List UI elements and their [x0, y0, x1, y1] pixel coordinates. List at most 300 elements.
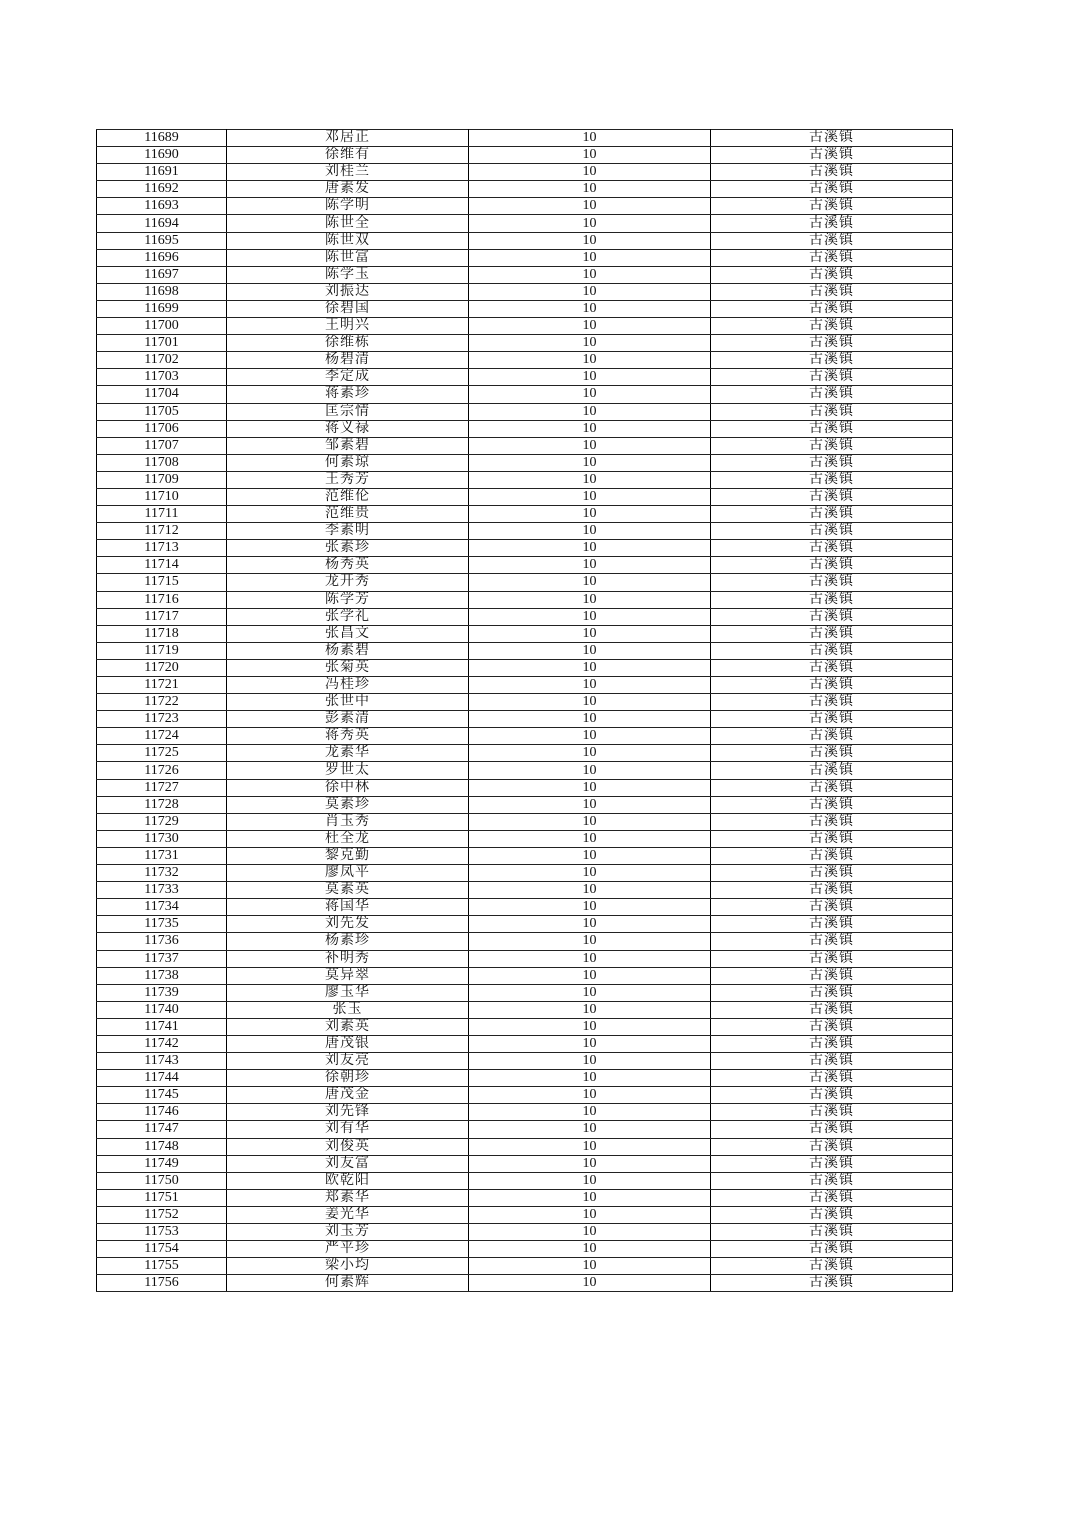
amount-cell: 10	[469, 164, 711, 181]
amount-cell: 10	[469, 557, 711, 574]
person-name-cell: 蒋义禄	[227, 420, 469, 437]
person-name-cell: 李定成	[227, 369, 469, 386]
person-name-cell: 罗世太	[227, 762, 469, 779]
amount-cell: 10	[469, 574, 711, 591]
table-row	[97, 181, 953, 198]
town-cell: 古溪镇	[711, 830, 953, 847]
row-id-cell: 11729	[97, 813, 227, 830]
amount-cell: 10	[469, 1053, 711, 1070]
row-id-cell: 11712	[97, 523, 227, 540]
amount-cell: 10	[469, 933, 711, 950]
table-row	[97, 711, 953, 728]
table-row	[97, 249, 953, 266]
town-cell: 古溪镇	[711, 1206, 953, 1223]
town-cell: 古溪镇	[711, 847, 953, 864]
town-cell: 古溪镇	[711, 1018, 953, 1035]
town-cell: 古溪镇	[711, 232, 953, 249]
town-cell: 古溪镇	[711, 1053, 953, 1070]
row-id-cell: 11747	[97, 1121, 227, 1138]
person-name-cell: 何素辉	[227, 1275, 469, 1292]
amount-cell: 10	[469, 967, 711, 984]
person-name-cell: 梁小均	[227, 1258, 469, 1275]
amount-cell: 10	[469, 677, 711, 694]
person-name-cell: 刘素英	[227, 1018, 469, 1035]
amount-cell: 10	[469, 1275, 711, 1292]
person-name-cell: 补明秀	[227, 950, 469, 967]
row-id-cell: 11736	[97, 933, 227, 950]
table-row	[97, 608, 953, 625]
town-cell: 古溪镇	[711, 318, 953, 335]
person-name-cell: 姜光华	[227, 1206, 469, 1223]
person-name-cell: 欧乾阳	[227, 1172, 469, 1189]
person-name-cell: 王秀芳	[227, 471, 469, 488]
person-name-cell: 杨碧清	[227, 352, 469, 369]
row-id-cell: 11705	[97, 403, 227, 420]
person-name-cell: 王明兴	[227, 318, 469, 335]
person-name-cell: 杨素碧	[227, 642, 469, 659]
amount-cell: 10	[469, 1155, 711, 1172]
amount-cell: 10	[469, 147, 711, 164]
row-id-cell: 11724	[97, 728, 227, 745]
table-row	[97, 437, 953, 454]
row-id-cell: 11738	[97, 967, 227, 984]
row-id-cell: 11720	[97, 659, 227, 676]
table-row	[97, 899, 953, 916]
town-cell: 古溪镇	[711, 181, 953, 198]
row-id-cell: 11728	[97, 796, 227, 813]
row-id-cell: 11690	[97, 147, 227, 164]
row-id-cell: 11704	[97, 386, 227, 403]
town-cell: 古溪镇	[711, 1258, 953, 1275]
person-name-cell: 刘有华	[227, 1121, 469, 1138]
person-name-cell: 张素珍	[227, 540, 469, 557]
row-id-cell: 11727	[97, 779, 227, 796]
town-cell: 古溪镇	[711, 796, 953, 813]
row-id-cell: 11732	[97, 865, 227, 882]
row-id-cell: 11750	[97, 1172, 227, 1189]
row-id-cell: 11755	[97, 1258, 227, 1275]
amount-cell: 10	[469, 659, 711, 676]
amount-cell: 10	[469, 882, 711, 899]
person-name-cell: 彭素清	[227, 711, 469, 728]
town-cell: 古溪镇	[711, 300, 953, 317]
row-id-cell: 11740	[97, 1001, 227, 1018]
table-row	[97, 471, 953, 488]
row-id-cell: 11692	[97, 181, 227, 198]
amount-cell: 10	[469, 762, 711, 779]
amount-cell: 10	[469, 865, 711, 882]
town-cell: 古溪镇	[711, 454, 953, 471]
table-row	[97, 300, 953, 317]
row-id-cell: 11714	[97, 557, 227, 574]
table-row	[97, 1138, 953, 1155]
table-row	[97, 147, 953, 164]
row-id-cell: 11701	[97, 335, 227, 352]
table-row	[97, 506, 953, 523]
table-row	[97, 1155, 953, 1172]
amount-cell: 10	[469, 642, 711, 659]
person-name-cell: 刘先锋	[227, 1104, 469, 1121]
amount-cell: 10	[469, 1172, 711, 1189]
table-row	[97, 335, 953, 352]
person-name-cell: 廖玉华	[227, 984, 469, 1001]
row-id-cell: 11731	[97, 847, 227, 864]
row-id-cell: 11754	[97, 1241, 227, 1258]
town-cell: 古溪镇	[711, 266, 953, 283]
amount-cell: 10	[469, 437, 711, 454]
person-name-cell: 刘俊英	[227, 1138, 469, 1155]
town-cell: 古溪镇	[711, 335, 953, 352]
row-id-cell: 11697	[97, 266, 227, 283]
row-id-cell: 11716	[97, 591, 227, 608]
amount-cell: 10	[469, 830, 711, 847]
row-id-cell: 11696	[97, 249, 227, 266]
town-cell: 古溪镇	[711, 506, 953, 523]
amount-cell: 10	[469, 386, 711, 403]
town-cell: 古溪镇	[711, 694, 953, 711]
town-cell: 古溪镇	[711, 471, 953, 488]
town-cell: 古溪镇	[711, 1241, 953, 1258]
table-row	[97, 745, 953, 762]
town-cell: 古溪镇	[711, 642, 953, 659]
row-id-cell: 11713	[97, 540, 227, 557]
amount-cell: 10	[469, 403, 711, 420]
row-id-cell: 11723	[97, 711, 227, 728]
town-cell: 古溪镇	[711, 1224, 953, 1241]
row-id-cell: 11719	[97, 642, 227, 659]
amount-cell: 10	[469, 1241, 711, 1258]
table-row	[97, 1121, 953, 1138]
table-row	[97, 557, 953, 574]
town-cell: 古溪镇	[711, 967, 953, 984]
table-row	[97, 865, 953, 882]
table-row	[97, 386, 953, 403]
town-cell: 古溪镇	[711, 283, 953, 300]
person-name-cell: 陈世全	[227, 215, 469, 232]
row-id-cell: 11752	[97, 1206, 227, 1223]
person-name-cell: 徐维有	[227, 147, 469, 164]
table-row	[97, 1189, 953, 1206]
amount-cell: 10	[469, 523, 711, 540]
amount-cell: 10	[469, 506, 711, 523]
person-name-cell: 严平珍	[227, 1241, 469, 1258]
row-id-cell: 11702	[97, 352, 227, 369]
person-name-cell: 徐中林	[227, 779, 469, 796]
town-cell: 古溪镇	[711, 762, 953, 779]
amount-cell: 10	[469, 454, 711, 471]
row-id-cell: 11718	[97, 625, 227, 642]
row-id-cell: 11745	[97, 1087, 227, 1104]
row-id-cell: 11726	[97, 762, 227, 779]
row-id-cell: 11734	[97, 899, 227, 916]
person-name-cell: 李素明	[227, 523, 469, 540]
table-row	[97, 967, 953, 984]
person-name-cell: 徐碧国	[227, 300, 469, 317]
row-id-cell: 11735	[97, 916, 227, 933]
person-name-cell: 张玉	[227, 1001, 469, 1018]
person-name-cell: 杨秀英	[227, 557, 469, 574]
town-cell: 古溪镇	[711, 899, 953, 916]
table-row	[97, 164, 953, 181]
row-id-cell: 11733	[97, 882, 227, 899]
person-name-cell: 蒋素珍	[227, 386, 469, 403]
table-row	[97, 574, 953, 591]
row-id-cell: 11722	[97, 694, 227, 711]
amount-cell: 10	[469, 728, 711, 745]
table-row	[97, 625, 953, 642]
amount-cell: 10	[469, 1138, 711, 1155]
person-name-cell: 邹素碧	[227, 437, 469, 454]
row-id-cell: 11711	[97, 506, 227, 523]
person-name-cell: 陈世双	[227, 232, 469, 249]
amount-cell: 10	[469, 318, 711, 335]
person-name-cell: 张世中	[227, 694, 469, 711]
amount-cell: 10	[469, 1224, 711, 1241]
person-name-cell: 刘振达	[227, 283, 469, 300]
row-id-cell: 11744	[97, 1070, 227, 1087]
town-cell: 古溪镇	[711, 745, 953, 762]
row-id-cell: 11725	[97, 745, 227, 762]
table-row	[97, 1087, 953, 1104]
person-name-cell: 冯桂珍	[227, 677, 469, 694]
table-row	[97, 283, 953, 300]
person-name-cell: 刘友富	[227, 1155, 469, 1172]
row-id-cell: 11715	[97, 574, 227, 591]
person-name-cell: 蒋秀英	[227, 728, 469, 745]
town-cell: 古溪镇	[711, 779, 953, 796]
row-id-cell: 11739	[97, 984, 227, 1001]
town-cell: 古溪镇	[711, 882, 953, 899]
table-row	[97, 659, 953, 676]
amount-cell: 10	[469, 796, 711, 813]
person-name-cell: 邓居正	[227, 130, 469, 147]
row-id-cell: 11710	[97, 488, 227, 505]
table-row	[97, 591, 953, 608]
town-cell: 古溪镇	[711, 659, 953, 676]
amount-cell: 10	[469, 694, 711, 711]
person-name-cell: 莫素珍	[227, 796, 469, 813]
amount-cell: 10	[469, 779, 711, 796]
town-cell: 古溪镇	[711, 523, 953, 540]
town-cell: 古溪镇	[711, 1070, 953, 1087]
town-cell: 古溪镇	[711, 813, 953, 830]
amount-cell: 10	[469, 181, 711, 198]
town-cell: 古溪镇	[711, 1001, 953, 1018]
person-name-cell: 莫异翠	[227, 967, 469, 984]
row-id-cell: 11689	[97, 130, 227, 147]
amount-cell: 10	[469, 215, 711, 232]
table-row	[97, 1070, 953, 1087]
table-row	[97, 1018, 953, 1035]
person-name-cell: 唐茂银	[227, 1035, 469, 1052]
amount-cell: 10	[469, 847, 711, 864]
town-cell: 古溪镇	[711, 1155, 953, 1172]
amount-cell: 10	[469, 625, 711, 642]
town-cell: 古溪镇	[711, 984, 953, 1001]
amount-cell: 10	[469, 369, 711, 386]
table-row	[97, 454, 953, 471]
amount-cell: 10	[469, 283, 711, 300]
row-id-cell: 11753	[97, 1224, 227, 1241]
town-cell: 古溪镇	[711, 1121, 953, 1138]
row-id-cell: 11691	[97, 164, 227, 181]
town-cell: 古溪镇	[711, 1189, 953, 1206]
town-cell: 古溪镇	[711, 608, 953, 625]
table-row	[97, 677, 953, 694]
person-name-cell: 杜全龙	[227, 830, 469, 847]
table-row	[97, 1224, 953, 1241]
person-name-cell: 黎克勤	[227, 847, 469, 864]
amount-cell: 10	[469, 335, 711, 352]
amount-cell: 10	[469, 1206, 711, 1223]
amount-cell: 10	[469, 1018, 711, 1035]
table-row	[97, 796, 953, 813]
town-cell: 古溪镇	[711, 420, 953, 437]
table-row	[97, 642, 953, 659]
amount-cell: 10	[469, 608, 711, 625]
person-name-cell: 唐茂金	[227, 1087, 469, 1104]
person-name-cell: 刘桂兰	[227, 164, 469, 181]
row-id-cell: 11737	[97, 950, 227, 967]
table-row	[97, 1104, 953, 1121]
amount-cell: 10	[469, 300, 711, 317]
person-name-cell: 蒋国华	[227, 899, 469, 916]
amount-cell: 10	[469, 1001, 711, 1018]
row-id-cell: 11756	[97, 1275, 227, 1292]
person-name-cell: 莫素英	[227, 882, 469, 899]
amount-cell: 10	[469, 1035, 711, 1052]
row-id-cell: 11698	[97, 283, 227, 300]
table-row	[97, 916, 953, 933]
amount-cell: 10	[469, 1104, 711, 1121]
table-row	[97, 352, 953, 369]
town-cell: 古溪镇	[711, 574, 953, 591]
amount-cell: 10	[469, 745, 711, 762]
town-cell: 古溪镇	[711, 711, 953, 728]
amount-cell: 10	[469, 471, 711, 488]
table-row	[97, 369, 953, 386]
table-row	[97, 933, 953, 950]
person-name-cell: 刘先发	[227, 916, 469, 933]
amount-cell: 10	[469, 1189, 711, 1206]
person-name-cell: 唐素发	[227, 181, 469, 198]
town-cell: 古溪镇	[711, 591, 953, 608]
amount-cell: 10	[469, 984, 711, 1001]
amount-cell: 10	[469, 198, 711, 215]
table-row	[97, 130, 953, 147]
amount-cell: 10	[469, 488, 711, 505]
table-row	[97, 1053, 953, 1070]
amount-cell: 10	[469, 1070, 711, 1087]
row-id-cell: 11749	[97, 1155, 227, 1172]
row-id-cell: 11743	[97, 1053, 227, 1070]
person-name-cell: 肖玉秀	[227, 813, 469, 830]
town-cell: 古溪镇	[711, 865, 953, 882]
roster-table-body	[97, 130, 953, 1292]
amount-cell: 10	[469, 591, 711, 608]
town-cell: 古溪镇	[711, 164, 953, 181]
town-cell: 古溪镇	[711, 916, 953, 933]
table-row	[97, 779, 953, 796]
amount-cell: 10	[469, 1087, 711, 1104]
table-row	[97, 950, 953, 967]
table-row	[97, 198, 953, 215]
roster-table	[96, 129, 953, 1292]
amount-cell: 10	[469, 130, 711, 147]
row-id-cell: 11708	[97, 454, 227, 471]
person-name-cell: 刘玉芳	[227, 1224, 469, 1241]
amount-cell: 10	[469, 950, 711, 967]
row-id-cell: 11694	[97, 215, 227, 232]
town-cell: 古溪镇	[711, 677, 953, 694]
row-id-cell: 11707	[97, 437, 227, 454]
town-cell: 古溪镇	[711, 540, 953, 557]
amount-cell: 10	[469, 711, 711, 728]
row-id-cell: 11741	[97, 1018, 227, 1035]
person-name-cell: 廖凤平	[227, 865, 469, 882]
table-row	[97, 523, 953, 540]
table-row	[97, 420, 953, 437]
person-name-cell: 龙开秀	[227, 574, 469, 591]
row-id-cell: 11748	[97, 1138, 227, 1155]
person-name-cell: 范维贵	[227, 506, 469, 523]
town-cell: 古溪镇	[711, 198, 953, 215]
town-cell: 古溪镇	[711, 386, 953, 403]
row-id-cell: 11699	[97, 300, 227, 317]
table-row	[97, 1035, 953, 1052]
amount-cell: 10	[469, 232, 711, 249]
table-row	[97, 1275, 953, 1292]
row-id-cell: 11751	[97, 1189, 227, 1206]
table-row	[97, 232, 953, 249]
row-id-cell: 11695	[97, 232, 227, 249]
table-row	[97, 1001, 953, 1018]
person-name-cell: 徐维栋	[227, 335, 469, 352]
amount-cell: 10	[469, 352, 711, 369]
amount-cell: 10	[469, 899, 711, 916]
table-row	[97, 1241, 953, 1258]
table-row	[97, 984, 953, 1001]
row-id-cell: 11721	[97, 677, 227, 694]
town-cell: 古溪镇	[711, 1035, 953, 1052]
table-row	[97, 1258, 953, 1275]
town-cell: 古溪镇	[711, 728, 953, 745]
person-name-cell: 何素琼	[227, 454, 469, 471]
row-id-cell: 11693	[97, 198, 227, 215]
row-id-cell: 11706	[97, 420, 227, 437]
person-name-cell: 杨素珍	[227, 933, 469, 950]
table-row	[97, 882, 953, 899]
town-cell: 古溪镇	[711, 933, 953, 950]
table-row	[97, 762, 953, 779]
row-id-cell: 11730	[97, 830, 227, 847]
town-cell: 古溪镇	[711, 950, 953, 967]
table-row	[97, 215, 953, 232]
town-cell: 古溪镇	[711, 557, 953, 574]
person-name-cell: 刘友亮	[227, 1053, 469, 1070]
table-row	[97, 728, 953, 745]
amount-cell: 10	[469, 420, 711, 437]
amount-cell: 10	[469, 249, 711, 266]
amount-cell: 10	[469, 813, 711, 830]
person-name-cell: 张学礼	[227, 608, 469, 625]
table-row	[97, 694, 953, 711]
town-cell: 古溪镇	[711, 1172, 953, 1189]
person-name-cell: 陈学玉	[227, 266, 469, 283]
town-cell: 古溪镇	[711, 1087, 953, 1104]
town-cell: 古溪镇	[711, 1275, 953, 1292]
town-cell: 古溪镇	[711, 147, 953, 164]
